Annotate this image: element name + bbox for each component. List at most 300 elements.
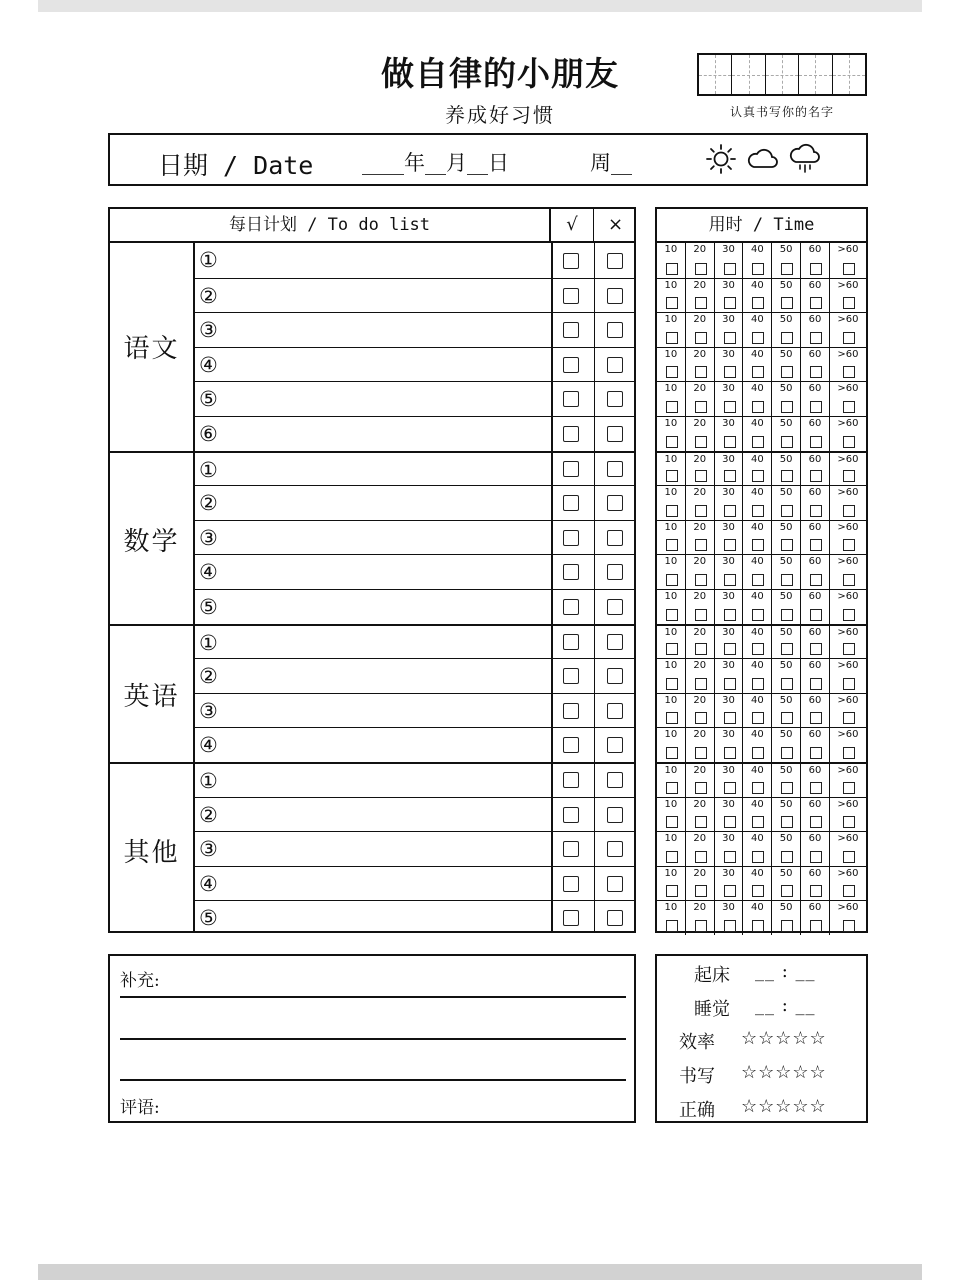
undone-checkbox[interactable] — [607, 461, 623, 477]
time-checkbox[interactable] — [843, 782, 855, 794]
time-cell[interactable] — [772, 832, 801, 866]
time-checkbox[interactable] — [810, 609, 822, 621]
time-cell[interactable] — [772, 279, 801, 313]
time-checkbox[interactable] — [695, 816, 707, 828]
time-cell[interactable] — [772, 521, 801, 555]
time-checkbox[interactable] — [781, 712, 793, 724]
done-checkbox[interactable] — [563, 910, 579, 926]
time-cell[interactable] — [743, 798, 772, 832]
time-cell[interactable] — [715, 867, 744, 901]
time-cell[interactable] — [715, 243, 744, 278]
time-checkbox[interactable] — [752, 574, 764, 586]
undone-checkbox[interactable] — [607, 668, 623, 684]
time-cell[interactable] — [715, 659, 744, 693]
time-cell[interactable] — [686, 555, 715, 589]
time-cell[interactable] — [686, 521, 715, 555]
time-cell[interactable] — [715, 555, 744, 589]
done-checkbox[interactable] — [563, 357, 579, 373]
time-checkbox[interactable] — [724, 782, 736, 794]
time-checkbox[interactable] — [810, 366, 822, 378]
time-cell[interactable] — [830, 243, 866, 278]
time-checkbox[interactable] — [752, 816, 764, 828]
time-cell[interactable] — [830, 590, 866, 624]
time-cell[interactable] — [715, 453, 744, 486]
time-checkbox[interactable] — [843, 920, 855, 932]
time-cell[interactable] — [657, 590, 686, 624]
time-cell[interactable] — [830, 486, 866, 520]
time-checkbox[interactable] — [752, 851, 764, 863]
done-checkbox[interactable] — [563, 322, 579, 338]
time-checkbox[interactable] — [810, 297, 822, 309]
undone-checkbox[interactable] — [607, 564, 623, 580]
time-checkbox[interactable] — [666, 539, 678, 551]
time-checkbox[interactable] — [666, 505, 678, 517]
time-checkbox[interactable] — [724, 920, 736, 932]
time-checkbox[interactable] — [843, 366, 855, 378]
time-cell[interactable] — [743, 521, 772, 555]
time-cell[interactable] — [686, 382, 715, 416]
time-checkbox[interactable] — [781, 747, 793, 759]
time-checkbox[interactable] — [752, 436, 764, 448]
time-checkbox[interactable] — [752, 747, 764, 759]
time-cell[interactable] — [772, 313, 801, 347]
time-checkbox[interactable] — [752, 609, 764, 621]
done-checkbox[interactable] — [563, 772, 579, 788]
time-checkbox[interactable] — [752, 332, 764, 344]
time-cell[interactable] — [743, 348, 772, 382]
time-checkbox[interactable] — [724, 747, 736, 759]
time-checkbox[interactable] — [843, 816, 855, 828]
time-checkbox[interactable] — [810, 539, 822, 551]
time-checkbox[interactable] — [810, 712, 822, 724]
done-checkbox[interactable] — [563, 737, 579, 753]
time-checkbox[interactable] — [724, 470, 736, 482]
undone-checkbox[interactable] — [607, 737, 623, 753]
time-cell[interactable] — [743, 453, 772, 486]
time-cell[interactable] — [657, 555, 686, 589]
time-cell[interactable] — [743, 590, 772, 624]
time-cell[interactable] — [801, 521, 830, 555]
time-checkbox[interactable] — [695, 609, 707, 621]
time-cell[interactable] — [830, 901, 866, 935]
done-checkbox[interactable] — [563, 564, 579, 580]
time-cell[interactable] — [743, 694, 772, 728]
time-checkbox[interactable] — [666, 851, 678, 863]
time-cell[interactable] — [830, 313, 866, 347]
time-cell[interactable] — [801, 626, 830, 659]
time-checkbox[interactable] — [666, 436, 678, 448]
time-checkbox[interactable] — [666, 885, 678, 897]
time-checkbox[interactable] — [810, 263, 822, 275]
time-checkbox[interactable] — [843, 539, 855, 551]
time-checkbox[interactable] — [843, 332, 855, 344]
undone-checkbox[interactable] — [607, 772, 623, 788]
name-cell[interactable] — [799, 55, 832, 94]
time-cell[interactable] — [830, 382, 866, 416]
time-checkbox[interactable] — [781, 609, 793, 621]
time-checkbox[interactable] — [724, 436, 736, 448]
time-checkbox[interactable] — [695, 436, 707, 448]
done-checkbox[interactable] — [563, 876, 579, 892]
time-cell[interactable] — [743, 728, 772, 762]
time-checkbox[interactable] — [781, 885, 793, 897]
done-checkbox[interactable] — [563, 703, 579, 719]
time-checkbox[interactable] — [752, 712, 764, 724]
time-cell[interactable] — [715, 694, 744, 728]
time-checkbox[interactable] — [666, 643, 678, 655]
time-checkbox[interactable] — [724, 712, 736, 724]
time-cell[interactable] — [772, 694, 801, 728]
time-cell[interactable] — [715, 417, 744, 451]
done-checkbox[interactable] — [563, 668, 579, 684]
time-cell[interactable] — [801, 417, 830, 451]
time-cell[interactable] — [686, 728, 715, 762]
time-cell[interactable] — [657, 382, 686, 416]
time-checkbox[interactable] — [724, 539, 736, 551]
time-cell[interactable] — [801, 798, 830, 832]
time-checkbox[interactable] — [695, 920, 707, 932]
done-checkbox[interactable] — [563, 634, 579, 650]
time-checkbox[interactable] — [810, 643, 822, 655]
time-checkbox[interactable] — [810, 470, 822, 482]
time-cell[interactable] — [772, 590, 801, 624]
time-cell[interactable] — [743, 626, 772, 659]
time-cell[interactable] — [801, 348, 830, 382]
time-cell[interactable] — [772, 901, 801, 935]
time-checkbox[interactable] — [781, 263, 793, 275]
time-checkbox[interactable] — [843, 851, 855, 863]
time-cell[interactable] — [830, 798, 866, 832]
time-cell[interactable] — [715, 764, 744, 797]
time-checkbox[interactable] — [781, 366, 793, 378]
time-cell[interactable] — [686, 798, 715, 832]
time-checkbox[interactable] — [781, 643, 793, 655]
time-cell[interactable] — [830, 521, 866, 555]
time-cell[interactable] — [801, 901, 830, 935]
time-cell[interactable] — [715, 279, 744, 313]
accuracy-stars[interactable]: ☆☆☆☆☆ — [741, 1096, 827, 1117]
time-cell[interactable] — [801, 453, 830, 486]
undone-checkbox[interactable] — [607, 426, 623, 442]
time-checkbox[interactable] — [752, 470, 764, 482]
time-checkbox[interactable] — [695, 747, 707, 759]
cloud-icon[interactable] — [746, 142, 780, 176]
time-cell[interactable] — [772, 626, 801, 659]
sleep-time-field[interactable]: __ : __ — [755, 995, 816, 1016]
time-cell[interactable] — [830, 764, 866, 797]
time-checkbox[interactable] — [724, 505, 736, 517]
time-cell[interactable] — [772, 764, 801, 797]
undone-checkbox[interactable] — [607, 288, 623, 304]
weekday-fill-field[interactable]: 周__ — [590, 151, 632, 175]
time-cell[interactable] — [743, 867, 772, 901]
time-cell[interactable] — [801, 590, 830, 624]
time-cell[interactable] — [657, 798, 686, 832]
time-cell[interactable] — [801, 659, 830, 693]
time-cell[interactable] — [657, 348, 686, 382]
time-cell[interactable] — [772, 798, 801, 832]
time-cell[interactable] — [686, 590, 715, 624]
time-cell[interactable] — [686, 901, 715, 935]
time-cell[interactable] — [715, 626, 744, 659]
time-checkbox[interactable] — [666, 574, 678, 586]
time-checkbox[interactable] — [752, 920, 764, 932]
time-checkbox[interactable] — [843, 678, 855, 690]
done-checkbox[interactable] — [563, 599, 579, 615]
time-cell[interactable] — [830, 279, 866, 313]
name-cell[interactable] — [833, 55, 865, 94]
time-checkbox[interactable] — [666, 332, 678, 344]
time-checkbox[interactable] — [752, 263, 764, 275]
time-checkbox[interactable] — [695, 366, 707, 378]
date-fill-field[interactable]: ____年__月__日 — [362, 151, 509, 175]
time-cell[interactable] — [801, 243, 830, 278]
time-checkbox[interactable] — [752, 401, 764, 413]
time-checkbox[interactable] — [695, 643, 707, 655]
time-checkbox[interactable] — [666, 401, 678, 413]
time-cell[interactable] — [686, 313, 715, 347]
time-checkbox[interactable] — [781, 505, 793, 517]
sun-icon[interactable] — [704, 142, 738, 176]
time-checkbox[interactable] — [781, 539, 793, 551]
writing-line[interactable] — [120, 996, 626, 998]
time-checkbox[interactable] — [724, 574, 736, 586]
time-cell[interactable] — [657, 832, 686, 866]
time-cell[interactable] — [686, 279, 715, 313]
time-checkbox[interactable] — [843, 747, 855, 759]
time-cell[interactable] — [772, 453, 801, 486]
time-cell[interactable] — [657, 313, 686, 347]
time-checkbox[interactable] — [695, 885, 707, 897]
time-checkbox[interactable] — [724, 297, 736, 309]
time-checkbox[interactable] — [781, 678, 793, 690]
time-cell[interactable] — [801, 764, 830, 797]
done-checkbox[interactable] — [563, 391, 579, 407]
time-checkbox[interactable] — [666, 782, 678, 794]
done-checkbox[interactable] — [563, 288, 579, 304]
time-checkbox[interactable] — [843, 401, 855, 413]
time-checkbox[interactable] — [695, 539, 707, 551]
undone-checkbox[interactable] — [607, 357, 623, 373]
time-checkbox[interactable] — [695, 297, 707, 309]
time-cell[interactable] — [801, 313, 830, 347]
time-checkbox[interactable] — [810, 747, 822, 759]
time-checkbox[interactable] — [843, 885, 855, 897]
time-checkbox[interactable] — [666, 297, 678, 309]
time-checkbox[interactable] — [843, 263, 855, 275]
time-cell[interactable] — [657, 279, 686, 313]
undone-checkbox[interactable] — [607, 634, 623, 650]
name-cell[interactable] — [699, 55, 732, 94]
time-cell[interactable] — [657, 453, 686, 486]
done-checkbox[interactable] — [563, 426, 579, 442]
time-checkbox[interactable] — [843, 297, 855, 309]
time-cell[interactable] — [657, 694, 686, 728]
time-checkbox[interactable] — [752, 297, 764, 309]
time-cell[interactable] — [743, 901, 772, 935]
time-cell[interactable] — [801, 728, 830, 762]
time-checkbox[interactable] — [724, 401, 736, 413]
time-cell[interactable] — [801, 867, 830, 901]
done-checkbox[interactable] — [563, 807, 579, 823]
time-cell[interactable] — [772, 382, 801, 416]
time-checkbox[interactable] — [781, 297, 793, 309]
time-cell[interactable] — [743, 313, 772, 347]
time-cell[interactable] — [772, 555, 801, 589]
time-checkbox[interactable] — [695, 470, 707, 482]
time-cell[interactable] — [657, 417, 686, 451]
time-cell[interactable] — [801, 832, 830, 866]
time-checkbox[interactable] — [810, 851, 822, 863]
time-cell[interactable] — [772, 243, 801, 278]
time-checkbox[interactable] — [724, 643, 736, 655]
time-checkbox[interactable] — [781, 436, 793, 448]
time-cell[interactable] — [743, 832, 772, 866]
name-writing-grid[interactable] — [697, 53, 867, 96]
time-checkbox[interactable] — [752, 539, 764, 551]
time-cell[interactable] — [743, 764, 772, 797]
time-checkbox[interactable] — [695, 712, 707, 724]
time-checkbox[interactable] — [724, 263, 736, 275]
time-checkbox[interactable] — [666, 678, 678, 690]
time-checkbox[interactable] — [810, 332, 822, 344]
done-checkbox[interactable] — [563, 461, 579, 477]
time-checkbox[interactable] — [810, 885, 822, 897]
undone-checkbox[interactable] — [607, 876, 623, 892]
undone-checkbox[interactable] — [607, 322, 623, 338]
time-cell[interactable] — [686, 764, 715, 797]
rain-cloud-icon[interactable] — [788, 142, 822, 176]
time-checkbox[interactable] — [666, 263, 678, 275]
time-cell[interactable] — [715, 832, 744, 866]
time-cell[interactable] — [715, 728, 744, 762]
time-checkbox[interactable] — [666, 366, 678, 378]
time-checkbox[interactable] — [724, 332, 736, 344]
time-checkbox[interactable] — [752, 643, 764, 655]
name-cell[interactable] — [732, 55, 765, 94]
writing-stars[interactable]: ☆☆☆☆☆ — [741, 1062, 827, 1083]
time-checkbox[interactable] — [781, 470, 793, 482]
time-cell[interactable] — [715, 382, 744, 416]
time-cell[interactable] — [686, 453, 715, 486]
time-checkbox[interactable] — [724, 678, 736, 690]
time-cell[interactable] — [657, 901, 686, 935]
time-cell[interactable] — [772, 486, 801, 520]
time-checkbox[interactable] — [695, 574, 707, 586]
time-cell[interactable] — [743, 279, 772, 313]
time-cell[interactable] — [830, 694, 866, 728]
time-checkbox[interactable] — [724, 885, 736, 897]
time-checkbox[interactable] — [695, 505, 707, 517]
time-checkbox[interactable] — [695, 332, 707, 344]
time-cell[interactable] — [801, 555, 830, 589]
time-cell[interactable] — [801, 486, 830, 520]
undone-checkbox[interactable] — [607, 807, 623, 823]
time-cell[interactable] — [772, 417, 801, 451]
time-cell[interactable] — [801, 694, 830, 728]
time-checkbox[interactable] — [724, 816, 736, 828]
time-cell[interactable] — [743, 417, 772, 451]
time-checkbox[interactable] — [666, 920, 678, 932]
time-checkbox[interactable] — [810, 816, 822, 828]
time-cell[interactable] — [772, 659, 801, 693]
time-cell[interactable] — [657, 243, 686, 278]
time-cell[interactable] — [715, 486, 744, 520]
time-checkbox[interactable] — [843, 436, 855, 448]
name-cell[interactable] — [766, 55, 799, 94]
time-cell[interactable] — [686, 832, 715, 866]
time-cell[interactable] — [715, 313, 744, 347]
time-checkbox[interactable] — [781, 782, 793, 794]
time-cell[interactable] — [830, 555, 866, 589]
undone-checkbox[interactable] — [607, 495, 623, 511]
time-checkbox[interactable] — [752, 366, 764, 378]
time-checkbox[interactable] — [843, 643, 855, 655]
time-cell[interactable] — [657, 659, 686, 693]
time-cell[interactable] — [830, 348, 866, 382]
time-cell[interactable] — [657, 521, 686, 555]
time-checkbox[interactable] — [666, 470, 678, 482]
undone-checkbox[interactable] — [607, 703, 623, 719]
time-cell[interactable] — [715, 521, 744, 555]
done-checkbox[interactable] — [563, 530, 579, 546]
time-cell[interactable] — [830, 659, 866, 693]
time-checkbox[interactable] — [695, 782, 707, 794]
time-checkbox[interactable] — [752, 782, 764, 794]
time-checkbox[interactable] — [810, 505, 822, 517]
time-checkbox[interactable] — [781, 574, 793, 586]
time-checkbox[interactable] — [810, 436, 822, 448]
time-cell[interactable] — [715, 348, 744, 382]
time-cell[interactable] — [715, 901, 744, 935]
time-checkbox[interactable] — [843, 505, 855, 517]
time-cell[interactable] — [743, 486, 772, 520]
time-cell[interactable] — [743, 243, 772, 278]
undone-checkbox[interactable] — [607, 599, 623, 615]
time-cell[interactable] — [743, 555, 772, 589]
time-cell[interactable] — [686, 867, 715, 901]
time-cell[interactable] — [772, 348, 801, 382]
time-checkbox[interactable] — [724, 366, 736, 378]
time-checkbox[interactable] — [810, 782, 822, 794]
time-checkbox[interactable] — [752, 505, 764, 517]
time-checkbox[interactable] — [724, 609, 736, 621]
time-checkbox[interactable] — [695, 401, 707, 413]
time-checkbox[interactable] — [843, 470, 855, 482]
time-checkbox[interactable] — [666, 747, 678, 759]
time-checkbox[interactable] — [781, 920, 793, 932]
time-checkbox[interactable] — [695, 678, 707, 690]
time-cell[interactable] — [830, 728, 866, 762]
time-checkbox[interactable] — [781, 816, 793, 828]
undone-checkbox[interactable] — [607, 910, 623, 926]
time-cell[interactable] — [686, 626, 715, 659]
time-cell[interactable] — [657, 867, 686, 901]
time-checkbox[interactable] — [752, 678, 764, 690]
time-cell[interactable] — [657, 486, 686, 520]
time-cell[interactable] — [801, 382, 830, 416]
time-checkbox[interactable] — [666, 609, 678, 621]
time-checkbox[interactable] — [724, 851, 736, 863]
done-checkbox[interactable] — [563, 253, 579, 269]
time-checkbox[interactable] — [781, 332, 793, 344]
time-checkbox[interactable] — [843, 574, 855, 586]
time-cell[interactable] — [686, 486, 715, 520]
time-cell[interactable] — [830, 417, 866, 451]
time-cell[interactable] — [743, 382, 772, 416]
done-checkbox[interactable] — [563, 841, 579, 857]
time-cell[interactable] — [830, 832, 866, 866]
